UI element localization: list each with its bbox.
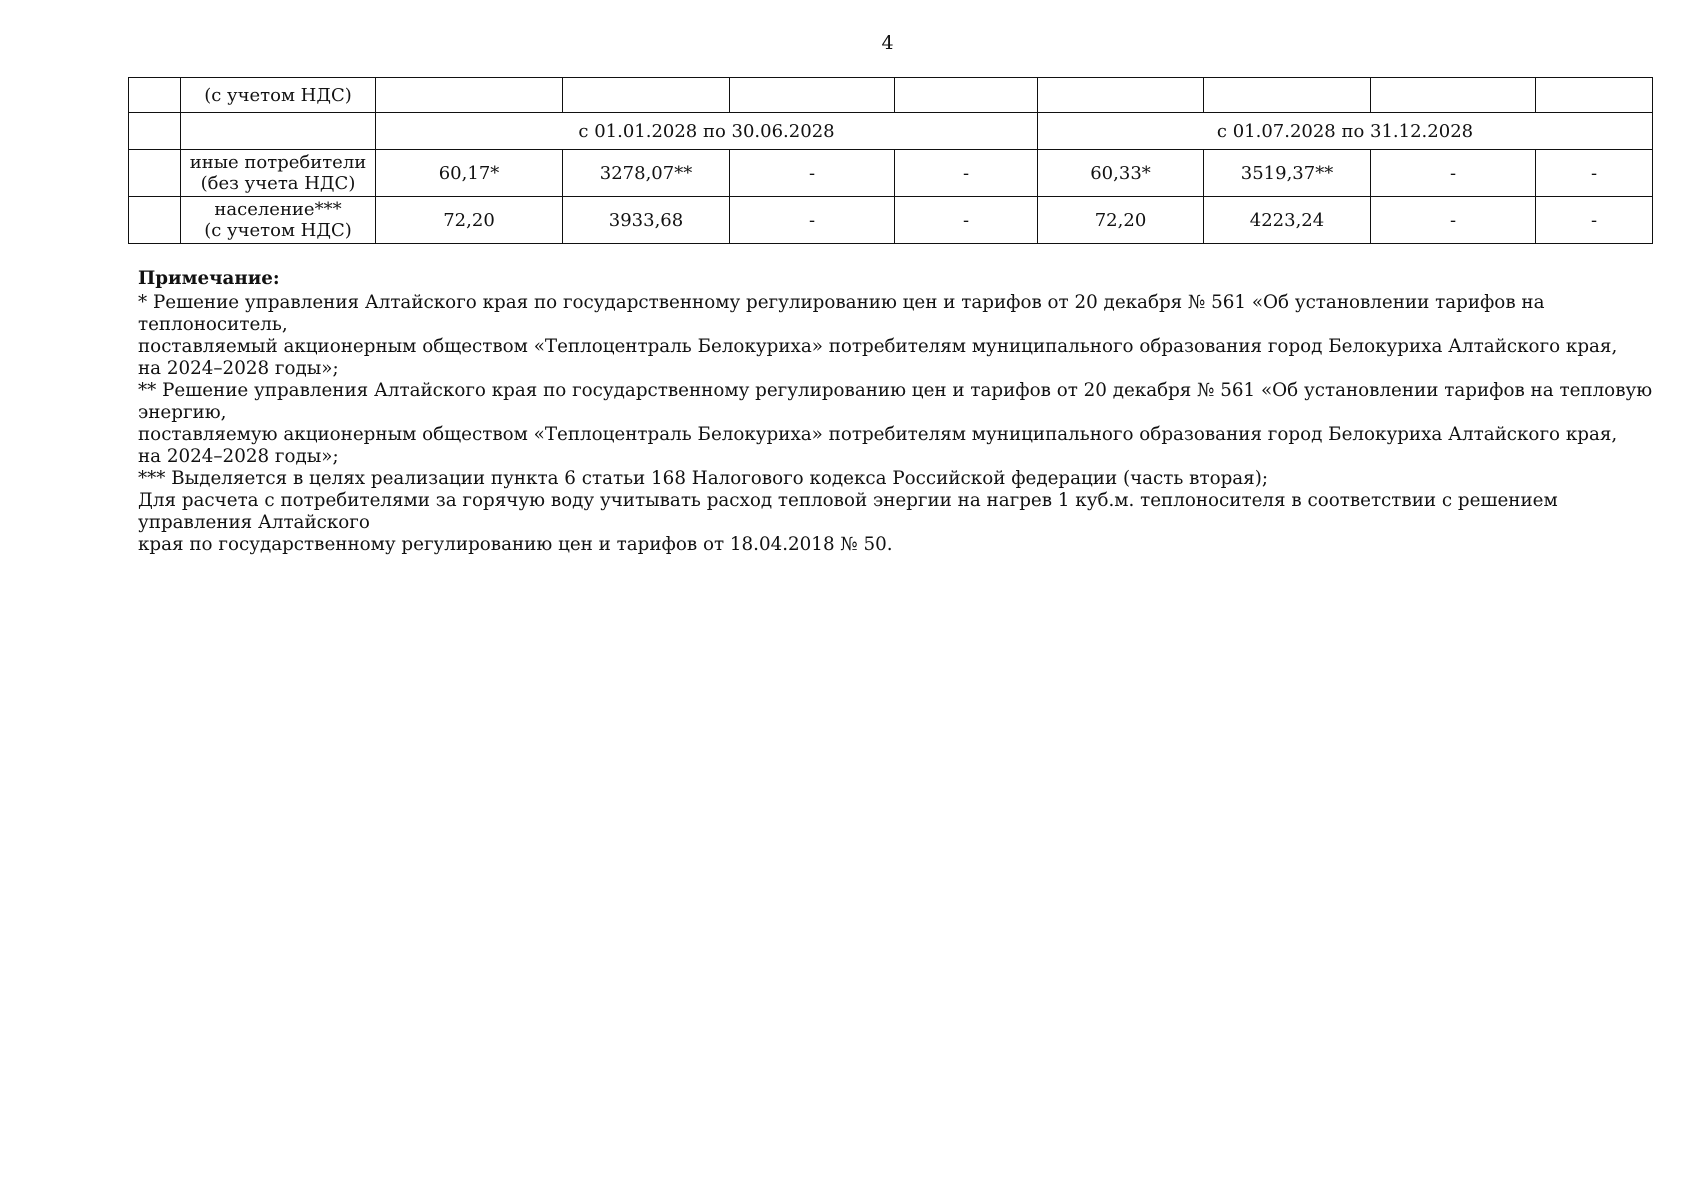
row-label-line1: иные потребители bbox=[189, 152, 367, 173]
page-number: 4 bbox=[881, 32, 894, 54]
value-cell: - bbox=[1536, 150, 1653, 197]
table-cell bbox=[129, 78, 181, 113]
table-cell bbox=[129, 150, 181, 197]
table-row bbox=[129, 113, 1653, 150]
table-row bbox=[129, 150, 1653, 197]
value-cell: 3519,37** bbox=[1204, 150, 1371, 197]
table-row bbox=[129, 197, 1653, 244]
value-cell: - bbox=[1371, 197, 1536, 244]
row-label-line2: (без учета НДС) bbox=[200, 173, 356, 194]
value-cell: 72,20 bbox=[1038, 197, 1204, 244]
value-cell: - bbox=[895, 150, 1038, 197]
note-line: поставляемый акционерным обществом «Теплоцентраль Белокуриха» потребителям муниципального образования город Белокуриха Алтайского края, bbox=[138, 336, 1618, 357]
notes-title: Примечание: bbox=[138, 268, 280, 289]
table-cell bbox=[1371, 78, 1536, 113]
table-row bbox=[129, 78, 1653, 113]
row-label bbox=[181, 197, 376, 244]
value-cell: 4223,24 bbox=[1204, 197, 1371, 244]
table-cell bbox=[730, 78, 895, 113]
value-cell: - bbox=[895, 197, 1038, 244]
note-line: на 2024–2028 годы»; bbox=[138, 446, 339, 467]
table-cell bbox=[129, 197, 181, 244]
period-header-second-half: с 01.07.2028 по 31.12.2028 bbox=[1038, 113, 1653, 150]
value-cell: - bbox=[1371, 150, 1536, 197]
note-line: поставляемую акционерным обществом «Теплоцентраль Белокуриха» потребителям муниципального образования город Белокуриха Алтайского края, bbox=[138, 424, 1618, 445]
table-cell bbox=[563, 78, 730, 113]
value-cell: 3278,07** bbox=[563, 150, 730, 197]
value-cell: - bbox=[1536, 197, 1653, 244]
value-cell: - bbox=[730, 197, 895, 244]
notes-section bbox=[138, 268, 1658, 556]
table-cell bbox=[376, 78, 563, 113]
table-cell bbox=[1038, 78, 1204, 113]
note-line: края по государственному регулированию цен и тарифов от 18.04.2018 № 50. bbox=[138, 534, 893, 555]
value-cell: 60,33* bbox=[1038, 150, 1204, 197]
value-cell: 3933,68 bbox=[563, 197, 730, 244]
value-cell: 60,17* bbox=[376, 150, 563, 197]
value-cell: 72,20 bbox=[376, 197, 563, 244]
note-line: Для расчета с потребителями за горячую воду учитывать расход тепловой энергии на нагрев 1 куб.м. теплоносителя в соответствии с решением управления Алтайского bbox=[138, 490, 1558, 533]
value-cell: - bbox=[730, 150, 895, 197]
table-cell bbox=[1536, 78, 1653, 113]
row-label-line1: население*** bbox=[214, 199, 342, 220]
note-line: * Решение управления Алтайского края по государственному регулированию цен и тарифов от 20 декабря № 561 «Об установлении тарифов на теплоноситель, bbox=[138, 292, 1545, 335]
row-label bbox=[181, 150, 376, 197]
tariff-table bbox=[128, 77, 1653, 244]
note-line: на 2024–2028 годы»; bbox=[138, 358, 339, 379]
table-cell bbox=[895, 78, 1038, 113]
row-label: (с учетом НДС) bbox=[181, 78, 376, 113]
note-line: ** Решение управления Алтайского края по государственному регулированию цен и тарифов от 20 декабря № 561 «Об установлении тарифов на тепловую энергию, bbox=[138, 380, 1653, 423]
table-cell bbox=[181, 113, 376, 150]
period-header-first-half: с 01.01.2028 по 30.06.2028 bbox=[376, 113, 1038, 150]
note-line: *** Выделяется в целях реализации пункта 6 статьи 168 Налогового кодекса Российской федерации (часть вторая); bbox=[138, 468, 1269, 489]
table-cell bbox=[1204, 78, 1371, 113]
row-label-line2: (с учетом НДС) bbox=[204, 220, 352, 241]
table-cell bbox=[129, 113, 181, 150]
